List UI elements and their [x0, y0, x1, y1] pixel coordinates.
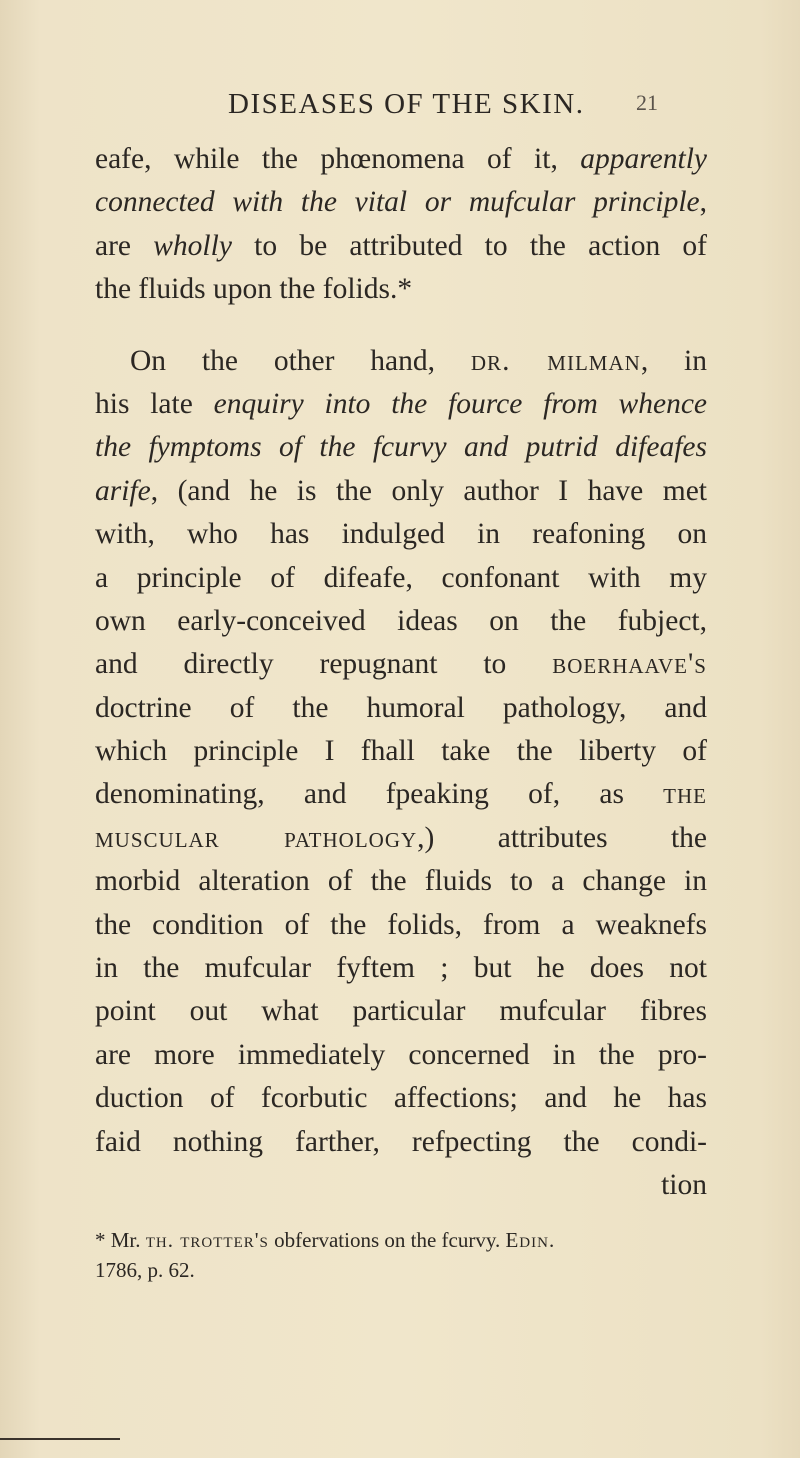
page-number: 21	[636, 90, 658, 115]
text-line: and directly repugnant to boerhaave's	[95, 648, 707, 681]
text-line: denominating, and fpeaking of, as the	[95, 778, 707, 811]
text-line: point out what particular mufcular fibres	[95, 995, 707, 1028]
footnote-line: * Mr. th. trotter's obfervations on the fcurvy. Edin.	[95, 1228, 556, 1252]
text-line: which principle I fhall take the liberty of	[95, 735, 707, 768]
text-line: a principle of difeafe, confonant with my	[95, 561, 707, 594]
text-line: morbid alteration of the fluids to a change in	[95, 865, 707, 898]
text-line: the fymptoms of the fcurvy and putrid difeafes	[95, 431, 707, 464]
text-line: the condition of the folids, from a weaknefs	[95, 908, 707, 941]
page-header	[0, 88, 800, 128]
running-head: DISEASES OF THE SKIN.	[228, 88, 585, 120]
footnote-line: 1786, p. 62.	[95, 1258, 195, 1282]
text-line: own early-conceived ideas on the fubject,	[95, 604, 707, 637]
text-line: duction of fcorbutic affections; and he has	[95, 1082, 707, 1115]
text-line: muscular pathology,) attributes the	[95, 821, 707, 854]
text-line: his late enquiry into the fource from whence	[95, 387, 707, 420]
footnote	[95, 1225, 707, 1285]
text-line: eafe, while the phœnomena of it, apparently	[95, 143, 707, 175]
text-line: the fluids upon the folids.*	[95, 273, 413, 306]
text-line: are wholly to be attributed to the action of	[95, 229, 707, 262]
catchword: tion	[661, 1168, 707, 1201]
text-line: are more immediately concerned in the pro-	[95, 1038, 707, 1071]
text-line: with, who has indulged in reafoning on	[95, 518, 707, 551]
text-line: faid nothing farther, refpecting the condi-	[95, 1125, 707, 1158]
text-line: doctrine of the humoral pathology, and	[95, 691, 707, 724]
text-line: in the mufcular fyftem ; but he does not	[95, 952, 707, 985]
body-text	[95, 138, 707, 1207]
page-edge-rule	[0, 1438, 120, 1440]
text-line: connected with the vital or mufcular principle,	[95, 186, 707, 219]
text-line: On the other hand, dr. milman, in	[130, 344, 707, 377]
text-line: arife, (and he is the only author I have met	[95, 474, 707, 507]
